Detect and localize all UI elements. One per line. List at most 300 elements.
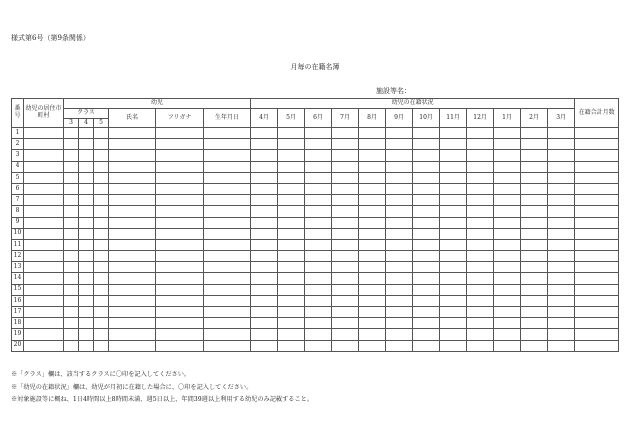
table-cell[interactable] bbox=[64, 318, 79, 329]
table-cell[interactable] bbox=[156, 206, 204, 217]
table-cell[interactable] bbox=[332, 183, 359, 194]
table-cell[interactable] bbox=[494, 284, 521, 295]
table-cell[interactable] bbox=[251, 217, 278, 228]
table-cell[interactable] bbox=[94, 340, 109, 351]
table-cell[interactable] bbox=[386, 172, 413, 183]
table-cell[interactable] bbox=[548, 183, 575, 194]
table-cell[interactable] bbox=[305, 161, 332, 172]
table-cell[interactable] bbox=[278, 172, 305, 183]
table-cell[interactable] bbox=[24, 273, 64, 284]
table-cell[interactable] bbox=[94, 228, 109, 239]
table-cell[interactable] bbox=[440, 262, 467, 273]
table-cell[interactable] bbox=[440, 251, 467, 262]
table-cell[interactable] bbox=[305, 273, 332, 284]
table-cell[interactable] bbox=[386, 295, 413, 306]
table-cell[interactable] bbox=[109, 217, 156, 228]
table-cell[interactable] bbox=[521, 161, 548, 172]
table-cell[interactable] bbox=[467, 318, 494, 329]
table-cell[interactable] bbox=[204, 284, 251, 295]
table-cell[interactable] bbox=[251, 172, 278, 183]
table-cell[interactable] bbox=[64, 340, 79, 351]
table-cell[interactable] bbox=[413, 251, 440, 262]
table-cell[interactable] bbox=[467, 329, 494, 340]
table-cell[interactable] bbox=[521, 340, 548, 351]
table-cell[interactable] bbox=[156, 217, 204, 228]
table-cell[interactable] bbox=[359, 139, 386, 150]
table-cell[interactable] bbox=[413, 295, 440, 306]
table-cell[interactable] bbox=[386, 284, 413, 295]
table-cell[interactable] bbox=[440, 340, 467, 351]
table-cell[interactable] bbox=[305, 295, 332, 306]
table-cell[interactable] bbox=[109, 329, 156, 340]
table-cell[interactable] bbox=[575, 239, 619, 250]
table-cell[interactable] bbox=[305, 183, 332, 194]
table-cell[interactable] bbox=[332, 139, 359, 150]
table-cell[interactable] bbox=[251, 139, 278, 150]
table-cell[interactable] bbox=[278, 329, 305, 340]
table-cell[interactable] bbox=[359, 340, 386, 351]
table-cell[interactable] bbox=[204, 329, 251, 340]
table-cell[interactable] bbox=[251, 150, 278, 161]
table-cell[interactable] bbox=[305, 284, 332, 295]
table-cell[interactable] bbox=[575, 251, 619, 262]
table-cell[interactable] bbox=[251, 239, 278, 250]
table-cell[interactable] bbox=[64, 128, 79, 139]
table-cell[interactable] bbox=[64, 307, 79, 318]
table-cell[interactable] bbox=[467, 262, 494, 273]
table-cell[interactable] bbox=[440, 228, 467, 239]
table-cell[interactable] bbox=[386, 195, 413, 206]
table-cell[interactable] bbox=[359, 307, 386, 318]
table-cell[interactable] bbox=[94, 161, 109, 172]
table-cell[interactable] bbox=[332, 262, 359, 273]
table-cell[interactable] bbox=[94, 251, 109, 262]
table-cell[interactable] bbox=[494, 318, 521, 329]
table-cell[interactable] bbox=[156, 150, 204, 161]
table-cell[interactable] bbox=[359, 251, 386, 262]
table-cell[interactable] bbox=[575, 284, 619, 295]
table-cell[interactable] bbox=[413, 239, 440, 250]
table-cell[interactable] bbox=[278, 295, 305, 306]
table-cell[interactable] bbox=[467, 307, 494, 318]
table-cell[interactable] bbox=[548, 318, 575, 329]
table-cell[interactable] bbox=[548, 262, 575, 273]
table-cell[interactable] bbox=[494, 329, 521, 340]
table-cell[interactable] bbox=[251, 128, 278, 139]
table-cell[interactable] bbox=[332, 172, 359, 183]
table-cell[interactable] bbox=[79, 139, 94, 150]
table-cell[interactable] bbox=[156, 329, 204, 340]
table-cell[interactable] bbox=[413, 284, 440, 295]
table-cell[interactable] bbox=[548, 239, 575, 250]
table-cell[interactable] bbox=[521, 307, 548, 318]
table-cell[interactable] bbox=[64, 172, 79, 183]
table-cell[interactable] bbox=[251, 318, 278, 329]
table-cell[interactable] bbox=[494, 217, 521, 228]
table-cell[interactable] bbox=[359, 239, 386, 250]
table-cell[interactable] bbox=[94, 307, 109, 318]
table-cell[interactable] bbox=[79, 161, 94, 172]
table-cell[interactable] bbox=[440, 284, 467, 295]
table-cell[interactable] bbox=[575, 172, 619, 183]
table-cell[interactable] bbox=[413, 228, 440, 239]
table-cell[interactable] bbox=[305, 307, 332, 318]
table-cell[interactable] bbox=[64, 228, 79, 239]
table-cell[interactable] bbox=[305, 318, 332, 329]
table-cell[interactable] bbox=[204, 183, 251, 194]
table-cell[interactable] bbox=[548, 307, 575, 318]
table-cell[interactable] bbox=[278, 195, 305, 206]
table-cell[interactable] bbox=[575, 161, 619, 172]
table-cell[interactable] bbox=[332, 273, 359, 284]
table-cell[interactable] bbox=[575, 295, 619, 306]
table-cell[interactable] bbox=[24, 183, 64, 194]
table-cell[interactable] bbox=[521, 284, 548, 295]
table-cell[interactable] bbox=[204, 307, 251, 318]
table-cell[interactable] bbox=[24, 228, 64, 239]
table-cell[interactable] bbox=[79, 307, 94, 318]
table-cell[interactable] bbox=[467, 295, 494, 306]
table-cell[interactable] bbox=[413, 340, 440, 351]
table-cell[interactable] bbox=[467, 228, 494, 239]
table-cell[interactable] bbox=[79, 183, 94, 194]
table-cell[interactable] bbox=[386, 161, 413, 172]
table-cell[interactable] bbox=[386, 228, 413, 239]
table-cell[interactable] bbox=[575, 217, 619, 228]
table-cell[interactable] bbox=[109, 284, 156, 295]
table-cell[interactable] bbox=[440, 183, 467, 194]
table-cell[interactable] bbox=[204, 228, 251, 239]
table-cell[interactable] bbox=[79, 172, 94, 183]
table-cell[interactable] bbox=[386, 239, 413, 250]
table-cell[interactable] bbox=[278, 206, 305, 217]
table-cell[interactable] bbox=[575, 195, 619, 206]
table-cell[interactable] bbox=[94, 329, 109, 340]
table-cell[interactable] bbox=[204, 161, 251, 172]
table-cell[interactable] bbox=[548, 251, 575, 262]
table-cell[interactable] bbox=[494, 239, 521, 250]
table-cell[interactable] bbox=[94, 183, 109, 194]
table-cell[interactable] bbox=[251, 262, 278, 273]
table-cell[interactable] bbox=[204, 150, 251, 161]
table-cell[interactable] bbox=[305, 128, 332, 139]
table-cell[interactable] bbox=[204, 340, 251, 351]
table-cell[interactable] bbox=[204, 172, 251, 183]
table-cell[interactable] bbox=[332, 318, 359, 329]
table-cell[interactable] bbox=[359, 329, 386, 340]
table-cell[interactable] bbox=[494, 273, 521, 284]
table-cell[interactable] bbox=[548, 284, 575, 295]
table-cell[interactable] bbox=[359, 183, 386, 194]
table-cell[interactable] bbox=[440, 139, 467, 150]
table-cell[interactable] bbox=[494, 340, 521, 351]
table-cell[interactable] bbox=[79, 239, 94, 250]
table-cell[interactable] bbox=[467, 273, 494, 284]
table-cell[interactable] bbox=[332, 329, 359, 340]
table-cell[interactable] bbox=[521, 262, 548, 273]
table-cell[interactable] bbox=[79, 295, 94, 306]
table-cell[interactable] bbox=[204, 318, 251, 329]
table-cell[interactable] bbox=[575, 150, 619, 161]
table-cell[interactable] bbox=[109, 262, 156, 273]
table-cell[interactable] bbox=[386, 307, 413, 318]
table-cell[interactable] bbox=[575, 329, 619, 340]
table-cell[interactable] bbox=[79, 128, 94, 139]
table-cell[interactable] bbox=[109, 150, 156, 161]
table-cell[interactable] bbox=[109, 239, 156, 250]
table-cell[interactable] bbox=[413, 217, 440, 228]
table-cell[interactable] bbox=[548, 195, 575, 206]
table-cell[interactable] bbox=[359, 172, 386, 183]
table-cell[interactable] bbox=[156, 262, 204, 273]
table-cell[interactable] bbox=[204, 206, 251, 217]
table-cell[interactable] bbox=[440, 195, 467, 206]
table-cell[interactable] bbox=[494, 307, 521, 318]
table-cell[interactable] bbox=[278, 128, 305, 139]
table-cell[interactable] bbox=[64, 251, 79, 262]
table-cell[interactable] bbox=[278, 139, 305, 150]
table-cell[interactable] bbox=[548, 295, 575, 306]
table-cell[interactable] bbox=[332, 239, 359, 250]
table-cell[interactable] bbox=[305, 150, 332, 161]
table-cell[interactable] bbox=[64, 139, 79, 150]
table-cell[interactable] bbox=[79, 206, 94, 217]
table-cell[interactable] bbox=[79, 273, 94, 284]
table-cell[interactable] bbox=[278, 307, 305, 318]
table-cell[interactable] bbox=[332, 251, 359, 262]
table-cell[interactable] bbox=[494, 150, 521, 161]
table-cell[interactable] bbox=[94, 139, 109, 150]
table-cell[interactable] bbox=[94, 273, 109, 284]
table-cell[interactable] bbox=[548, 128, 575, 139]
table-cell[interactable] bbox=[467, 284, 494, 295]
table-cell[interactable] bbox=[251, 329, 278, 340]
table-cell[interactable] bbox=[109, 251, 156, 262]
table-cell[interactable] bbox=[467, 239, 494, 250]
table-cell[interactable] bbox=[156, 195, 204, 206]
table-cell[interactable] bbox=[305, 195, 332, 206]
table-cell[interactable] bbox=[24, 206, 64, 217]
table-cell[interactable] bbox=[24, 262, 64, 273]
table-cell[interactable] bbox=[79, 329, 94, 340]
table-cell[interactable] bbox=[24, 340, 64, 351]
table-cell[interactable] bbox=[494, 195, 521, 206]
table-cell[interactable] bbox=[64, 217, 79, 228]
table-cell[interactable] bbox=[204, 239, 251, 250]
table-cell[interactable] bbox=[548, 217, 575, 228]
table-cell[interactable] bbox=[521, 128, 548, 139]
table-cell[interactable] bbox=[386, 217, 413, 228]
table-cell[interactable] bbox=[305, 329, 332, 340]
table-cell[interactable] bbox=[94, 150, 109, 161]
table-cell[interactable] bbox=[156, 340, 204, 351]
table-cell[interactable] bbox=[413, 262, 440, 273]
table-cell[interactable] bbox=[305, 262, 332, 273]
table-cell[interactable] bbox=[94, 206, 109, 217]
table-cell[interactable] bbox=[64, 183, 79, 194]
table-cell[interactable] bbox=[494, 128, 521, 139]
table-cell[interactable] bbox=[494, 139, 521, 150]
table-cell[interactable] bbox=[79, 262, 94, 273]
table-cell[interactable] bbox=[521, 206, 548, 217]
table-cell[interactable] bbox=[521, 217, 548, 228]
table-cell[interactable] bbox=[24, 295, 64, 306]
table-cell[interactable] bbox=[494, 262, 521, 273]
table-cell[interactable] bbox=[386, 139, 413, 150]
table-cell[interactable] bbox=[494, 206, 521, 217]
table-cell[interactable] bbox=[386, 206, 413, 217]
table-cell[interactable] bbox=[440, 161, 467, 172]
table-cell[interactable] bbox=[332, 340, 359, 351]
table-cell[interactable] bbox=[413, 307, 440, 318]
table-cell[interactable] bbox=[548, 340, 575, 351]
table-cell[interactable] bbox=[109, 139, 156, 150]
table-cell[interactable] bbox=[305, 172, 332, 183]
table-cell[interactable] bbox=[24, 217, 64, 228]
table-cell[interactable] bbox=[64, 195, 79, 206]
table-cell[interactable] bbox=[109, 195, 156, 206]
table-cell[interactable] bbox=[413, 183, 440, 194]
table-cell[interactable] bbox=[413, 128, 440, 139]
table-cell[interactable] bbox=[278, 161, 305, 172]
table-cell[interactable] bbox=[251, 273, 278, 284]
table-cell[interactable] bbox=[24, 128, 64, 139]
table-cell[interactable] bbox=[251, 307, 278, 318]
table-cell[interactable] bbox=[94, 195, 109, 206]
table-cell[interactable] bbox=[359, 150, 386, 161]
table-cell[interactable] bbox=[251, 161, 278, 172]
table-cell[interactable] bbox=[386, 329, 413, 340]
table-cell[interactable] bbox=[109, 183, 156, 194]
table-cell[interactable] bbox=[156, 251, 204, 262]
table-cell[interactable] bbox=[94, 172, 109, 183]
table-cell[interactable] bbox=[278, 150, 305, 161]
table-cell[interactable] bbox=[440, 206, 467, 217]
table-cell[interactable] bbox=[156, 228, 204, 239]
table-cell[interactable] bbox=[413, 172, 440, 183]
table-cell[interactable] bbox=[251, 251, 278, 262]
table-cell[interactable] bbox=[64, 239, 79, 250]
table-cell[interactable] bbox=[440, 150, 467, 161]
table-cell[interactable] bbox=[359, 262, 386, 273]
table-cell[interactable] bbox=[359, 273, 386, 284]
table-cell[interactable] bbox=[521, 318, 548, 329]
table-cell[interactable] bbox=[79, 150, 94, 161]
table-cell[interactable] bbox=[94, 318, 109, 329]
table-cell[interactable] bbox=[413, 206, 440, 217]
table-cell[interactable] bbox=[521, 150, 548, 161]
table-cell[interactable] bbox=[251, 295, 278, 306]
table-cell[interactable] bbox=[467, 161, 494, 172]
table-cell[interactable] bbox=[79, 284, 94, 295]
table-cell[interactable] bbox=[24, 307, 64, 318]
table-cell[interactable] bbox=[94, 217, 109, 228]
table-cell[interactable] bbox=[64, 329, 79, 340]
table-cell[interactable] bbox=[24, 195, 64, 206]
table-cell[interactable] bbox=[548, 329, 575, 340]
table-cell[interactable] bbox=[251, 228, 278, 239]
table-cell[interactable] bbox=[305, 239, 332, 250]
table-cell[interactable] bbox=[305, 340, 332, 351]
table-cell[interactable] bbox=[24, 251, 64, 262]
table-cell[interactable] bbox=[64, 150, 79, 161]
table-cell[interactable] bbox=[467, 172, 494, 183]
table-cell[interactable] bbox=[386, 318, 413, 329]
table-cell[interactable] bbox=[467, 217, 494, 228]
table-cell[interactable] bbox=[109, 273, 156, 284]
table-cell[interactable] bbox=[386, 128, 413, 139]
table-cell[interactable] bbox=[332, 284, 359, 295]
table-cell[interactable] bbox=[575, 273, 619, 284]
table-cell[interactable] bbox=[278, 262, 305, 273]
table-cell[interactable] bbox=[440, 273, 467, 284]
table-cell[interactable] bbox=[79, 195, 94, 206]
table-cell[interactable] bbox=[332, 307, 359, 318]
table-cell[interactable] bbox=[521, 139, 548, 150]
table-cell[interactable] bbox=[386, 150, 413, 161]
table-cell[interactable] bbox=[24, 239, 64, 250]
table-cell[interactable] bbox=[204, 295, 251, 306]
table-cell[interactable] bbox=[575, 318, 619, 329]
table-cell[interactable] bbox=[494, 295, 521, 306]
table-cell[interactable] bbox=[278, 340, 305, 351]
table-cell[interactable] bbox=[79, 340, 94, 351]
table-cell[interactable] bbox=[278, 273, 305, 284]
table-cell[interactable] bbox=[467, 128, 494, 139]
table-cell[interactable] bbox=[64, 295, 79, 306]
table-cell[interactable] bbox=[548, 206, 575, 217]
table-cell[interactable] bbox=[79, 217, 94, 228]
table-cell[interactable] bbox=[251, 183, 278, 194]
table-cell[interactable] bbox=[24, 161, 64, 172]
table-cell[interactable] bbox=[521, 329, 548, 340]
table-cell[interactable] bbox=[156, 239, 204, 250]
table-cell[interactable] bbox=[109, 340, 156, 351]
table-cell[interactable] bbox=[64, 161, 79, 172]
table-cell[interactable] bbox=[467, 195, 494, 206]
table-cell[interactable] bbox=[575, 228, 619, 239]
table-cell[interactable] bbox=[359, 195, 386, 206]
table-cell[interactable] bbox=[204, 139, 251, 150]
table-cell[interactable] bbox=[413, 195, 440, 206]
table-cell[interactable] bbox=[204, 262, 251, 273]
table-cell[interactable] bbox=[467, 340, 494, 351]
table-cell[interactable] bbox=[413, 273, 440, 284]
table-cell[interactable] bbox=[204, 273, 251, 284]
table-cell[interactable] bbox=[109, 307, 156, 318]
table-cell[interactable] bbox=[332, 128, 359, 139]
table-cell[interactable] bbox=[548, 161, 575, 172]
table-cell[interactable] bbox=[575, 262, 619, 273]
table-cell[interactable] bbox=[156, 172, 204, 183]
table-cell[interactable] bbox=[440, 318, 467, 329]
table-cell[interactable] bbox=[156, 307, 204, 318]
table-cell[interactable] bbox=[64, 273, 79, 284]
table-cell[interactable] bbox=[359, 161, 386, 172]
table-cell[interactable] bbox=[413, 150, 440, 161]
table-cell[interactable] bbox=[413, 329, 440, 340]
table-cell[interactable] bbox=[94, 239, 109, 250]
table-cell[interactable] bbox=[494, 183, 521, 194]
table-cell[interactable] bbox=[332, 228, 359, 239]
table-cell[interactable] bbox=[548, 273, 575, 284]
table-cell[interactable] bbox=[64, 206, 79, 217]
table-cell[interactable] bbox=[521, 228, 548, 239]
table-cell[interactable] bbox=[521, 239, 548, 250]
table-cell[interactable] bbox=[305, 139, 332, 150]
table-cell[interactable] bbox=[109, 228, 156, 239]
table-cell[interactable] bbox=[24, 150, 64, 161]
